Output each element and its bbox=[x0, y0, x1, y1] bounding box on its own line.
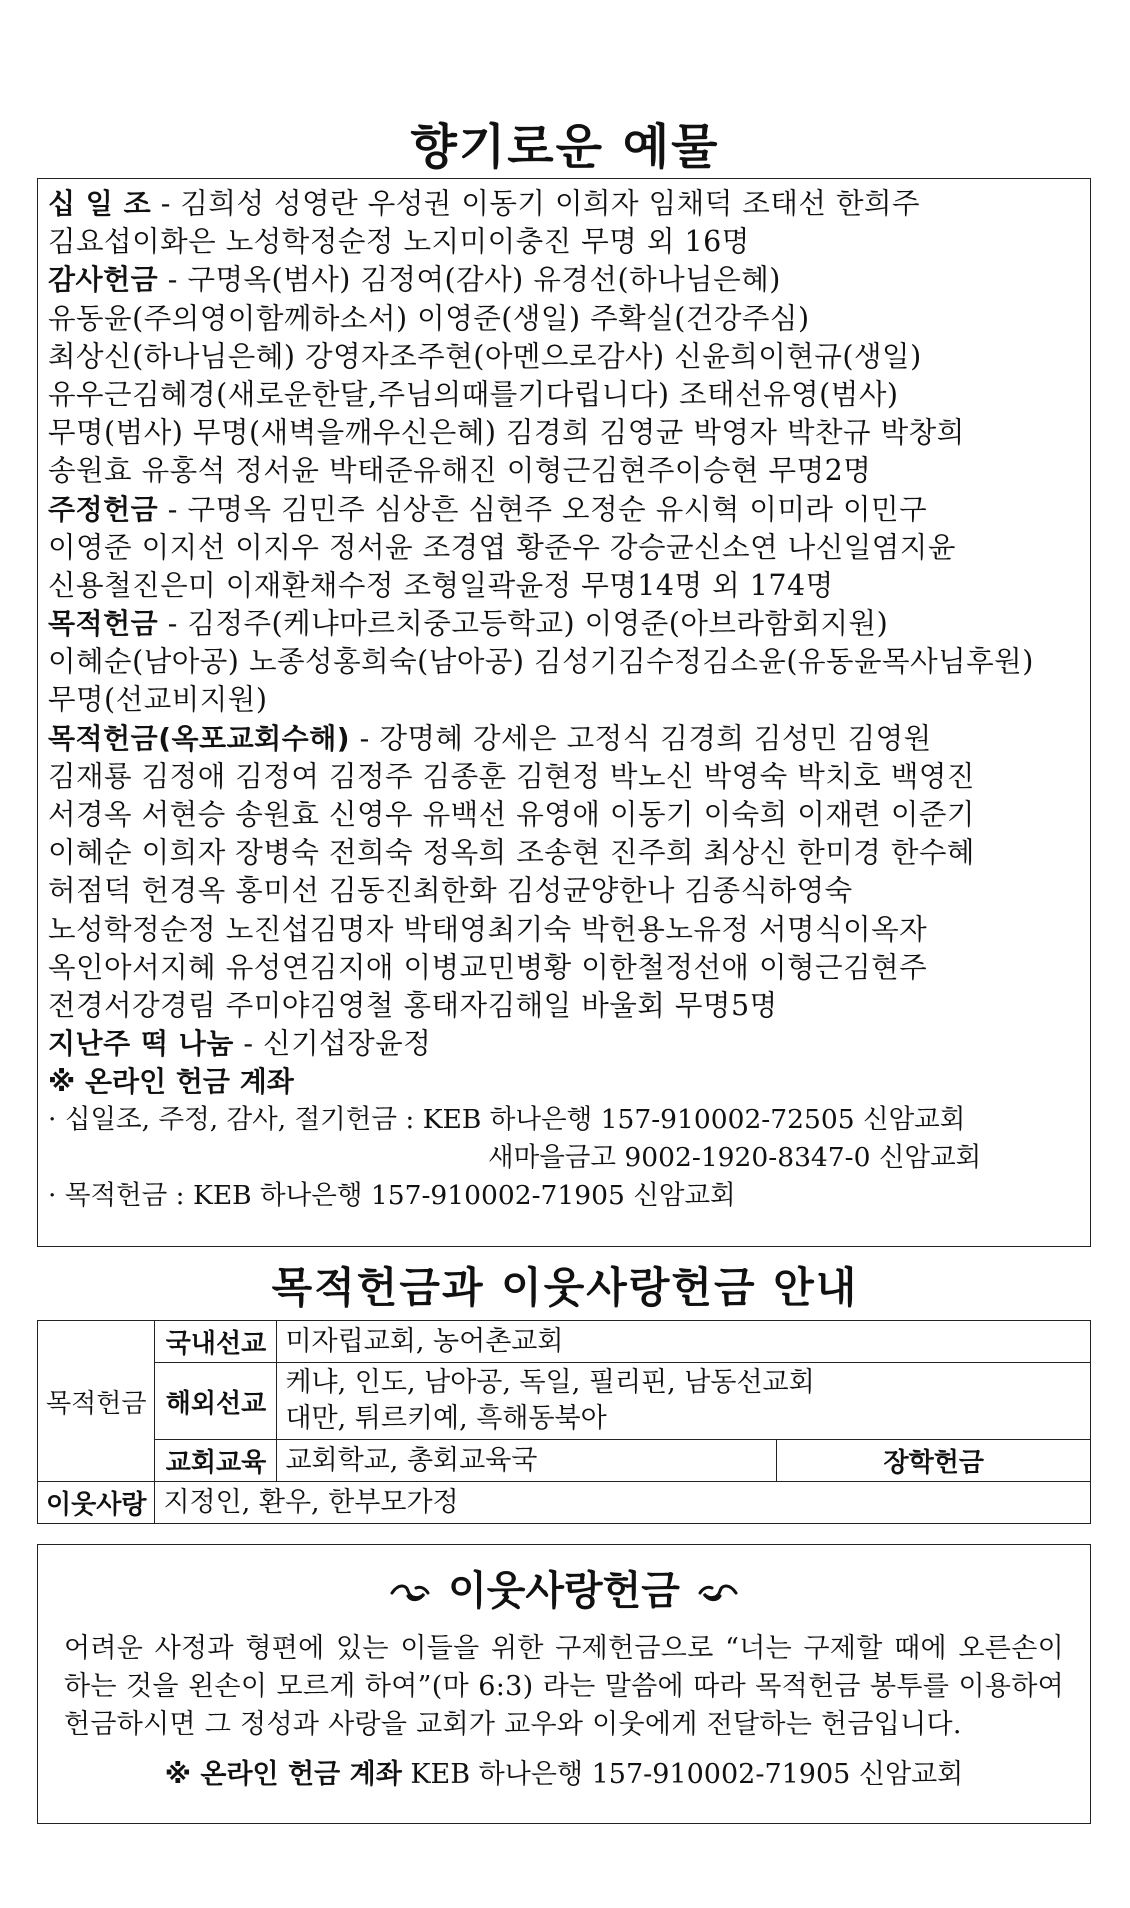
offering-names: - 강명혜 강세은 고정식 김경희 김성민 김영원 bbox=[350, 721, 932, 755]
page-title: 향기로운 예물 bbox=[410, 119, 720, 175]
offering-line bbox=[48, 567, 1090, 605]
offering-names: 무명(범사) 무명(새벽을깨우신은혜) 김경희 김영균 박영자 박찬규 박창희 bbox=[48, 416, 965, 450]
offering-names: 최상신(하나님은혜) 강영자조주현(아멘으로감사) 신윤희이현규(생일) bbox=[48, 339, 922, 373]
offering-line bbox=[48, 720, 1090, 758]
offering-line bbox=[48, 414, 1090, 452]
offering-heading: 지난주 떡 나눔 bbox=[48, 1027, 234, 1061]
domestic-mission-value: 미자립교회, 농어촌교회 bbox=[277, 1321, 1091, 1363]
offering-line bbox=[48, 872, 1090, 910]
offering-names: 노성학정순정 노진섭김명자 박태영최기숙 박헌용노유정 서명식이옥자 bbox=[48, 912, 928, 946]
account-label: ※ 온라인 헌금 계좌 bbox=[164, 1759, 402, 1790]
purpose-offering-label: 목적헌금 bbox=[38, 1321, 155, 1482]
account-value: KEB 하나은행 157-910002-71905 신암교회 bbox=[410, 1759, 964, 1790]
offering-names: 이혜순 이희자 장병숙 전희숙 정옥희 조송현 진주희 최상신 한미경 한수혜 bbox=[48, 836, 975, 870]
offering-names: 옥인아서지혜 유성연김지애 이병교민병황 이한철정선애 이형근김현주 bbox=[48, 950, 928, 984]
offering-names: 김요섭이화은 노성학정순정 노지미이충진 무명 외 16명 bbox=[48, 225, 750, 259]
neighbor-love-account bbox=[38, 1752, 1090, 1791]
offering-names: 무명(선교비지원) bbox=[48, 683, 268, 717]
scholarship-label: 장학헌금 bbox=[777, 1440, 1091, 1482]
neighbor-love-description: 어려운 사정과 형편에 있는 이들을 위한 구제헌금으로 “너는 구제할 때에 오른손이 하는 것을 왼손이 모르게 하여”(마 6:3) 라는 말씀에 따라 목적헌금 봉투를 이용하여 헌금하시면 그 정성과 사랑을 교회가 교우와 이웃에게 전달하는 헌금입니다. bbox=[64, 1633, 1064, 1740]
offering-names: 송원효 유홍석 정서윤 박태준유해진 이형근김현주이승현 무명2명 bbox=[48, 454, 872, 488]
offering-line bbox=[48, 949, 1090, 987]
offering-line bbox=[48, 338, 1090, 376]
neighbor-love-box bbox=[37, 1544, 1091, 1824]
offering-names: 허점덕 헌경옥 홍미선 김동진최한화 김성균양한나 김종식하영숙 bbox=[48, 874, 853, 908]
online-heading: ※ 온라인 헌금 계좌 bbox=[48, 1065, 294, 1099]
offering-names: 전경서강경림 주미야김영철 홍태자김해일 바울회 무명5명 bbox=[48, 988, 778, 1022]
offering-heading: 십 일 조 bbox=[48, 187, 152, 220]
offering-names: 유동윤(주의영이함께하소서) 이영준(생일) 주확실(건강주심) bbox=[48, 301, 810, 335]
offering-line bbox=[48, 834, 1090, 872]
offerings-list bbox=[48, 185, 1090, 1063]
overseas-mission-value bbox=[277, 1363, 1091, 1440]
offerings-box bbox=[37, 178, 1091, 1247]
left-ornament-icon bbox=[390, 1574, 430, 1612]
guide-title: 목적헌금과 이웃사랑헌금 안내 bbox=[271, 1263, 859, 1312]
offering-heading: 목적헌금(옥포교회수해) bbox=[48, 721, 351, 755]
offering-names: 김재룡 김정애 김정여 김정주 김종훈 김현정 박노신 박영숙 박치호 백영진 bbox=[48, 759, 975, 793]
church-education-value: 교회학교, 총회교육국 bbox=[277, 1440, 777, 1482]
online-account-2: 새마을금고 9002-1920-8347-0 신암교회 bbox=[488, 1142, 982, 1174]
guide-table bbox=[37, 1320, 1091, 1524]
overseas-mission-label: 해외선교 bbox=[155, 1363, 277, 1440]
offering-line bbox=[48, 300, 1090, 338]
domestic-mission-label: 국내선교 bbox=[155, 1321, 277, 1363]
neighbor-love-value: 지정인, 환우, 한부모가정 bbox=[155, 1482, 1091, 1524]
offering-line bbox=[48, 261, 1090, 299]
offering-line bbox=[48, 491, 1090, 529]
right-ornament-icon bbox=[698, 1574, 738, 1612]
offering-line bbox=[48, 185, 1090, 223]
overseas-value-line: 케냐, 인도, 남아공, 독일, 필리핀, 남동선교회 bbox=[285, 1367, 815, 1398]
offering-names: - 김정주(케냐마르치중고등학교) 이영준(아브라함회지원) bbox=[158, 607, 889, 641]
offering-line bbox=[48, 605, 1090, 643]
offering-names: 이영준 이지선 이지우 정서윤 조경엽 황준우 강승균신소연 나신일염지윤 bbox=[48, 530, 956, 564]
overseas-value-line: 대만, 튀르키예, 흑해동북아 bbox=[285, 1403, 607, 1434]
offering-line bbox=[48, 911, 1090, 949]
offering-heading: 목적헌금 bbox=[48, 607, 159, 641]
offering-names: 서경옥 서현승 송원효 신영우 유백선 유영애 이동기 이숙희 이재련 이준기 bbox=[48, 798, 975, 831]
offering-names: - 김희성 성영란 우성권 이동기 이희자 임채덕 조태선 한희주 bbox=[151, 187, 921, 220]
online-account-3: · 목적헌금 : KEB 하나은행 157-910002-71905 신암교회 bbox=[48, 1180, 736, 1212]
offering-line bbox=[48, 376, 1090, 414]
offering-names: - 구명옥(범사) 김정여(감사) 유경선(하나님은혜) bbox=[158, 263, 781, 297]
offering-line bbox=[48, 1025, 1090, 1063]
church-education-label: 교회교육 bbox=[155, 1440, 277, 1482]
neighbor-love-title: 이웃사랑헌금 bbox=[448, 1568, 680, 1614]
offering-names: 신용철진은미 이재환채수정 조형일곽윤정 무명14명 외 174명 bbox=[48, 568, 834, 602]
offering-names: - 구명옥 김민주 심상흔 심현주 오정순 유시혁 이미라 이민구 bbox=[158, 492, 928, 526]
offering-names: 이혜순(남아공) 노종성홍희숙(남아공) 김성기김수정김소윤(유동윤목사님후원) bbox=[48, 645, 1034, 679]
neighbor-love-label: 이웃사랑 bbox=[38, 1482, 155, 1524]
offering-line bbox=[48, 796, 1090, 834]
offering-line bbox=[48, 643, 1090, 681]
neighbor-love-title-row bbox=[38, 1559, 1090, 1616]
offering-line bbox=[48, 758, 1090, 796]
offering-heading: 감사헌금 bbox=[48, 263, 159, 297]
offering-names: - 신기섭장윤정 bbox=[233, 1027, 432, 1061]
offering-names: 유우근김혜경(새로운한달,주님의때를기다립니다) 조태선유영(범사) bbox=[48, 377, 899, 411]
offering-line bbox=[48, 223, 1090, 261]
offering-line bbox=[48, 452, 1090, 490]
offering-heading: 주정헌금 bbox=[48, 492, 159, 526]
offering-line bbox=[48, 681, 1090, 719]
offering-line bbox=[48, 987, 1090, 1025]
online-account-1: · 십일조, 주정, 감사, 절기헌금 : KEB 하나은행 157-910002-72505 신암교회 bbox=[48, 1104, 966, 1136]
offering-line bbox=[48, 529, 1090, 567]
